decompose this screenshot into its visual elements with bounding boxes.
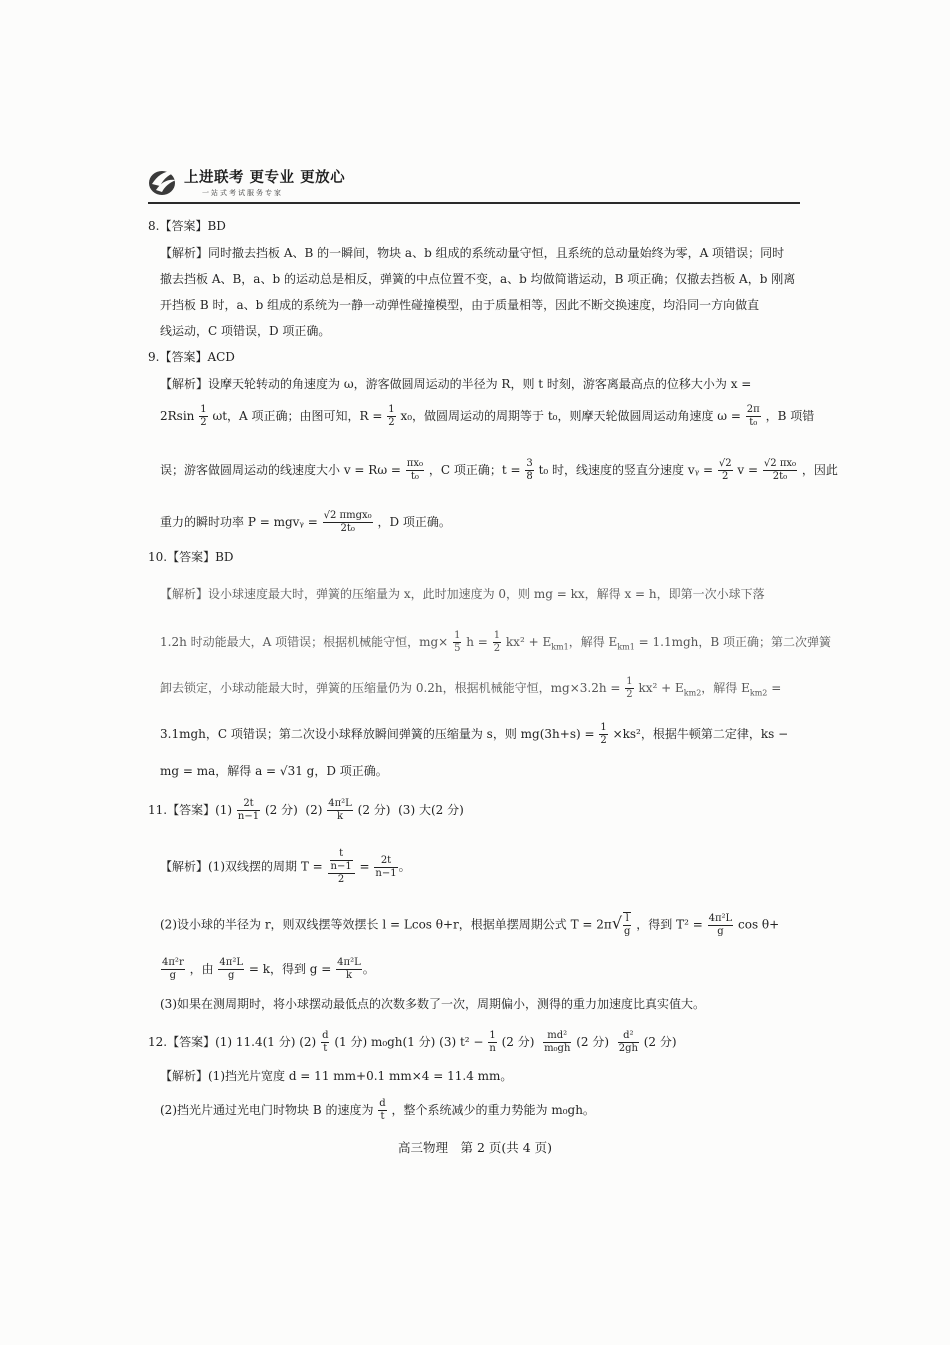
fraction: $\frac{1}{5}$ [454, 630, 461, 654]
fraction: $\frac{\text{md²}}{\text{m₀gh}}$ [544, 1030, 571, 1054]
q9-explain-line [160, 404, 814, 429]
fraction: $\frac{d}{t}$ [322, 1030, 329, 1054]
fraction: $\frac{\text{d²}}{2gh}$ [618, 1030, 638, 1054]
text: t₀ 时，线速度的竖直分速度 vᵧ = [538, 463, 714, 477]
q9-explain-line: 【解析】设摩天轮转动的角速度为 ω，游客做圆周运动的半径为 R，则 t 时刻，游客离最高点的位移大小为 x = [160, 377, 752, 391]
text: 11.【答案】(1) [148, 803, 233, 817]
fraction: $\frac{3}{8}$ [526, 458, 533, 482]
q12-explain-line: 【解析】(1)挡光片宽度 d = 11 mm+0.1 mm×4 = 11.4 mm。 [160, 1069, 513, 1083]
text: (2 分) [576, 1035, 610, 1049]
text: = 1.1mgh，B 项正确；第二次弹簧 [634, 635, 832, 649]
nested-fraction: $\frac{\frac{t}{n-1}}{2}$ [328, 848, 355, 886]
text: = [767, 681, 782, 695]
subscript: km2 [749, 688, 768, 698]
q8-explain-line: 开挡板 B 时，a、b 组成的系统为一静一动弹性碰撞模型，由于质量相等，因此不断交换速度，均沿同一方向做直 [160, 298, 760, 312]
fraction: $\frac{2t}{n-1}$ [375, 854, 397, 879]
text: = k，得到 g = [248, 962, 332, 976]
q8-explain-line: 线运动，C 项错误，D 项正确。 [160, 324, 331, 338]
text: x₀，做圆周运动的周期等于 t₀，则摩天轮做圆周运动角速度 ω = [400, 409, 741, 423]
text: ×ks²，根据牛顿第二定律，ks − [612, 727, 789, 741]
q11-explain-line [160, 912, 779, 938]
text: (2)挡光片通过光电门时物块 B 的速度为 [160, 1103, 374, 1117]
text: cos θ+ [738, 917, 780, 932]
text: (3) 大(2 分) [398, 803, 464, 817]
text: 误；游客做圆周运动的线速度大小 v = Rω = [160, 463, 401, 477]
q11-answer [148, 798, 464, 823]
fraction: $\frac{2\pi}{\text{t₀}}$ [746, 404, 760, 428]
fraction: $\frac{1}{2}$ [600, 722, 607, 746]
q11-explain-line: (3)如果在测周期时，将小球摆动最低点的次数多数了一次，周期偏小，测得的重力加速度比真实值大。 [160, 997, 706, 1011]
text: 卸去锁定，小球动能最大时，弹簧的压缩量仍为 0.2h，根据机械能守恒，mg×3.2h = [160, 681, 621, 695]
q9-explain-line [160, 458, 838, 483]
text: ωt，A 项正确；由图可知，R = [212, 409, 383, 423]
text: (1 分) m₀gh(1 分) (3) t² − [334, 1035, 484, 1049]
fraction: $\frac{√2}{2}$ [718, 458, 732, 482]
text: ，C 项正确；t = [428, 463, 521, 477]
brand-tagline: 一站式考试服务专家 [202, 189, 283, 197]
text: 。 [362, 962, 375, 976]
q10-explain-line [160, 630, 831, 655]
page-footer: 高三物理 第 2 页(共 4 页) [397, 1140, 553, 1155]
text: (2 分) [357, 803, 391, 817]
fraction: $\frac{1}{2}$ [388, 404, 395, 428]
fraction: $\frac{\text{4π²L}}{g}$ [219, 957, 243, 981]
text: 12.【答案】(1) 11.4(1 分) (2) [148, 1035, 317, 1049]
text: ，得到 T² = [636, 917, 703, 932]
fraction: $\frac{\text{4π²r}}{g}$ [162, 957, 184, 981]
fraction: $\frac{1}{2}$ [200, 404, 207, 428]
fraction: $\frac{\text{4π²L}}{k}$ [328, 798, 352, 822]
text: kx² + E [505, 635, 552, 649]
q9-answer: 9.【答案】ACD [148, 350, 235, 364]
text: ，整个系统减少的重力势能为 m₀gh。 [391, 1103, 595, 1117]
fraction: $\frac{\text{4π²L}}{g}$ [708, 912, 733, 937]
fraction: $\frac{\text{√2 πx₀}}{\text{2t₀}}$ [763, 458, 797, 482]
fraction: $\frac{d}{t}$ [379, 1098, 386, 1122]
fraction: $\frac{\text{4π²L}}{k}$ [337, 957, 361, 981]
q9-explain-line [160, 510, 451, 535]
text: (2 分) [643, 1035, 677, 1049]
fraction: $\frac{1}{n}$ [489, 1030, 496, 1054]
q11-explain-line [160, 957, 375, 982]
brand-slogan: 上进联考 更专业 更放心 [184, 170, 346, 186]
text: ，B 项错 [765, 409, 815, 423]
text: ，D 项正确。 [377, 515, 451, 529]
subscript: km1 [617, 642, 635, 652]
q11-explain-line [160, 848, 411, 886]
fraction: $\frac{1}{2}$ [493, 630, 501, 654]
subscript: km2 [683, 688, 702, 698]
page-header [148, 160, 800, 206]
q8-answer: 8.【答案】BD [148, 219, 226, 233]
brand-logo-icon [148, 164, 180, 198]
text: ，解得 E [701, 681, 750, 695]
fraction: $\frac{\text{πx₀}}{\text{t₀}}$ [406, 458, 424, 482]
q10-explain-line: mg = ma，解得 a = √31 g，D 项正确。 [160, 764, 388, 778]
text: 1.2h 时动能最大，A 项错误；根据机械能守恒，mg× [160, 635, 449, 649]
q8-explain-line: 【解析】同时撤去挡板 A、B 的一瞬间，物块 a、b 组成的系统动量守恒，且系统的总动量始终为零，A 项错误；同时 [160, 246, 785, 260]
text: ，由 [189, 962, 214, 976]
q12-answer [148, 1030, 677, 1055]
sqrt-sign: √ [611, 913, 623, 933]
subscript: km1 [551, 642, 569, 652]
fraction: $\frac{2t}{n-1}$ [237, 798, 260, 822]
text: 2Rsin [160, 409, 195, 423]
text: ，解得 E [568, 635, 618, 649]
fraction: $\frac{t}{n-1}$ [330, 848, 352, 872]
text: 重力的瞬时功率 P = mgvᵧ = [160, 515, 318, 529]
text: (2)设小球的半径为 r，则双线摆等效摆长 l = Lcos θ+r，根据单摆周期公式 T = 2π [160, 917, 612, 932]
q10-explain-line: 【解析】设小球速度最大时，弹簧的压缩量为 x，此时加速度为 0，则 mg = kx，解得 x = h，即第一次小球下落 [160, 587, 765, 601]
text: 【解析】(1)双线摆的周期 T = [160, 859, 323, 874]
text: (2 分) [501, 1035, 535, 1049]
q10-explain-line [160, 722, 788, 747]
text: h = [466, 635, 488, 649]
q10-explain-line [160, 676, 781, 701]
q12-explain-line [160, 1098, 595, 1123]
text: ，因此 [801, 463, 838, 477]
text: 。 [398, 859, 411, 874]
text: (2 分) [264, 803, 298, 817]
text: (2) [305, 803, 323, 817]
text: kx² + E [638, 681, 684, 695]
fraction: $\frac{l}{g}$ [624, 913, 631, 937]
q8-explain-line: 撤去挡板 A、B，a、b 的运动总是相反，弹簧的中点位置不变，a、b 均做简谐运动，B 项正确；仅撤去挡板 A，b 刚离 [160, 272, 796, 286]
text: = [359, 859, 370, 874]
header-divider [148, 202, 800, 204]
q10-answer: 10.【答案】BD [148, 550, 234, 564]
text: v = [737, 463, 759, 477]
fraction: $\frac{\text{√2 πmgx₀}}{\text{2t₀}}$ [323, 510, 372, 534]
fraction: $\frac{1}{2}$ [626, 676, 633, 700]
text: 3.1mgh，C 项错误；第二次设小球释放瞬间弹簧的压缩量为 s，则 mg(3h+s) = [160, 727, 595, 741]
